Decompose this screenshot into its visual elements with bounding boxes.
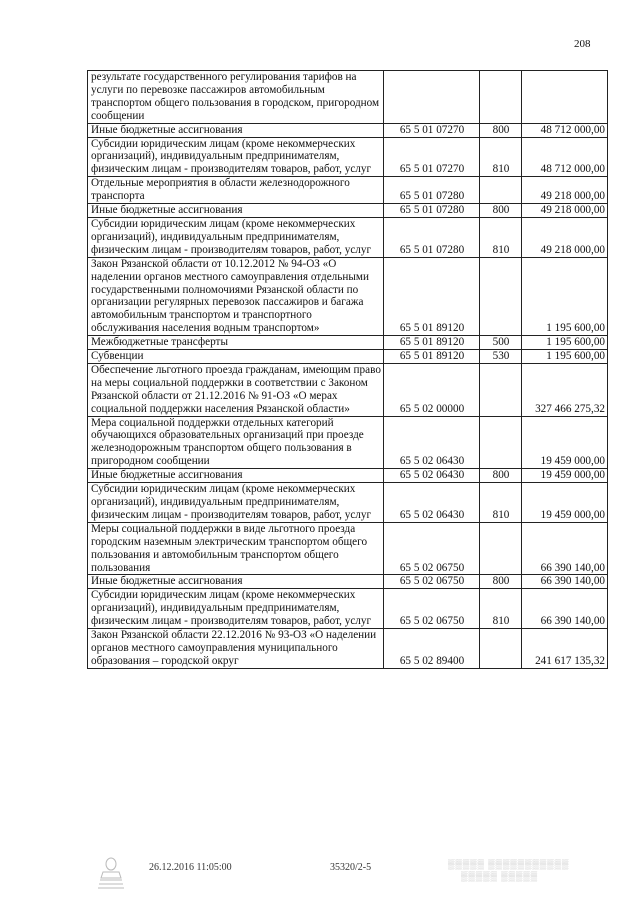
row-name: Закон Рязанской области от 10.12.2012 № 94-ОЗ «О наделении органов местного самоуправления отдельными государственными полномочиями Рязанской области по организации регулярных перевозок пассажиров и багажа автомобильным транспортом и транспортного обслуживания населения водным транспортом» [88,257,384,335]
row-amount: 66 390 140,00 [522,522,608,575]
row-expense-type: 800 [480,469,522,483]
row-amount: 49 218 000,00 [522,217,608,257]
table-row [88,217,608,257]
row-expense-type [480,177,522,204]
row-code: 65 5 02 06430 [384,469,480,483]
row-expense-type: 800 [480,575,522,589]
page-number: 208 [574,38,591,50]
row-expense-type [480,629,522,669]
budget-table-body [88,71,608,669]
table-row [88,629,608,669]
row-name: Обеспечение льготного проезда гражданам, имеющим право на меры социальной поддержки в соответствии с Законом Рязанской области от 21.12.2016 № 91-ОЗ «О мерах социальной поддержки населения Рязанской области» [88,363,384,416]
row-code: 65 5 01 07270 [384,137,480,177]
table-row [88,177,608,204]
row-amount: 19 459 000,00 [522,416,608,469]
row-code: 65 5 01 89120 [384,350,480,364]
budget-table [87,70,608,669]
row-code: 65 5 01 07280 [384,177,480,204]
row-code: 65 5 02 06430 [384,416,480,469]
row-expense-type: 810 [480,137,522,177]
row-amount: 49 218 000,00 [522,177,608,204]
table-row [88,336,608,350]
row-code: 65 5 02 06750 [384,589,480,629]
table-row [88,522,608,575]
row-expense-type [480,71,522,124]
row-name: Субсидии юридическим лицам (кроме некоммерческих организаций), индивидуальным предпринимателям, физическим лицам - производителям товаров, работ, услуг [88,589,384,629]
row-code: 65 5 02 89400 [384,629,480,669]
row-amount: 327 466 275,32 [522,363,608,416]
row-name: Иные бюджетные ассигнования [88,204,384,218]
row-code: 65 5 01 89120 [384,336,480,350]
row-amount: 1 195 600,00 [522,257,608,335]
row-amount: 19 459 000,00 [522,469,608,483]
row-expense-type: 810 [480,589,522,629]
table-row [88,204,608,218]
row-code: 65 5 01 07280 [384,217,480,257]
row-code: 65 5 01 07280 [384,204,480,218]
row-expense-type: 800 [480,123,522,137]
row-expense-type: 800 [480,204,522,218]
row-code: 65 5 01 07270 [384,123,480,137]
table-row [88,363,608,416]
row-expense-type: 530 [480,350,522,364]
table-row [88,416,608,469]
row-name: Меры социальной поддержки в виде льготного проезда городским наземным электрическим транспортом общего пользования и автомобильным транспортом общего пользования [88,522,384,575]
table-row [88,71,608,124]
row-expense-type: 500 [480,336,522,350]
row-name: Закон Рязанской области 22.12.2016 № 93-ОЗ «О наделении органов местного самоуправления муниципального образования – городской округ [88,629,384,669]
table-row [88,589,608,629]
row-amount: 1 195 600,00 [522,350,608,364]
row-amount: 48 712 000,00 [522,137,608,177]
row-code: 65 5 02 06750 [384,522,480,575]
table-row [88,350,608,364]
row-amount: 66 390 140,00 [522,575,608,589]
table-row [88,575,608,589]
row-code: 65 5 02 06430 [384,483,480,523]
row-expense-type [480,522,522,575]
footer-datetime: 26.12.2016 11:05:00 [149,862,232,873]
row-name: Межбюджетные трансферты [88,336,384,350]
row-name: Субсидии юридическим лицам (кроме некоммерческих организаций), индивидуальным предпринимателям, физическим лицам - производителям товаров, работ, услуг [88,483,384,523]
row-expense-type [480,257,522,335]
emblem-stamp-icon [96,856,126,890]
table-row [88,257,608,335]
row-expense-type: 810 [480,483,522,523]
row-name: Иные бюджетные ассигнования [88,123,384,137]
row-name: Субвенции [88,350,384,364]
row-amount: 241 617 135,32 [522,629,608,669]
table-row [88,123,608,137]
table-row [88,469,608,483]
row-expense-type: 810 [480,217,522,257]
row-code: 65 5 02 06750 [384,575,480,589]
faded-stamp-icon: ▒▒▒▒▒ ▒▒▒▒▒▒▒▒▒▒▒ ▒▒▒▒▒ ▒▒▒▒▒ [448,859,570,881]
row-name: Иные бюджетные ассигнования [88,469,384,483]
row-amount: 19 459 000,00 [522,483,608,523]
row-name: Субсидии юридическим лицам (кроме некоммерческих организаций), индивидуальным предпринимателям, физическим лицам - производителям товаров, работ, услуг [88,217,384,257]
table-row [88,483,608,523]
row-name: Мера социальной поддержки отдельных категорий обучающихся образовательных организаций при проезде железнодорожным транспортом общего пользования в пригородном сообщении [88,416,384,469]
row-amount: 66 390 140,00 [522,589,608,629]
row-code [384,71,480,124]
row-code: 65 5 02 00000 [384,363,480,416]
row-name: Иные бюджетные ассигнования [88,575,384,589]
row-expense-type [480,416,522,469]
row-amount [522,71,608,124]
row-amount: 48 712 000,00 [522,123,608,137]
table-row [88,137,608,177]
row-code: 65 5 01 89120 [384,257,480,335]
row-name: Отдельные мероприятия в области железнодорожного транспорта [88,177,384,204]
row-name: Субсидии юридическим лицам (кроме некоммерческих организаций), индивидуальным предпринимателям, физическим лицам - производителям товаров, работ, услуг [88,137,384,177]
footer-doc-id: 35320/2-5 [330,862,372,873]
row-expense-type [480,363,522,416]
row-name: результате государственного регулирования тарифов на услуги по перевозке пассажиров автомобильным транспортом общего пользования в городском, пригородном сообщении [88,71,384,124]
row-amount: 49 218 000,00 [522,204,608,218]
row-amount: 1 195 600,00 [522,336,608,350]
